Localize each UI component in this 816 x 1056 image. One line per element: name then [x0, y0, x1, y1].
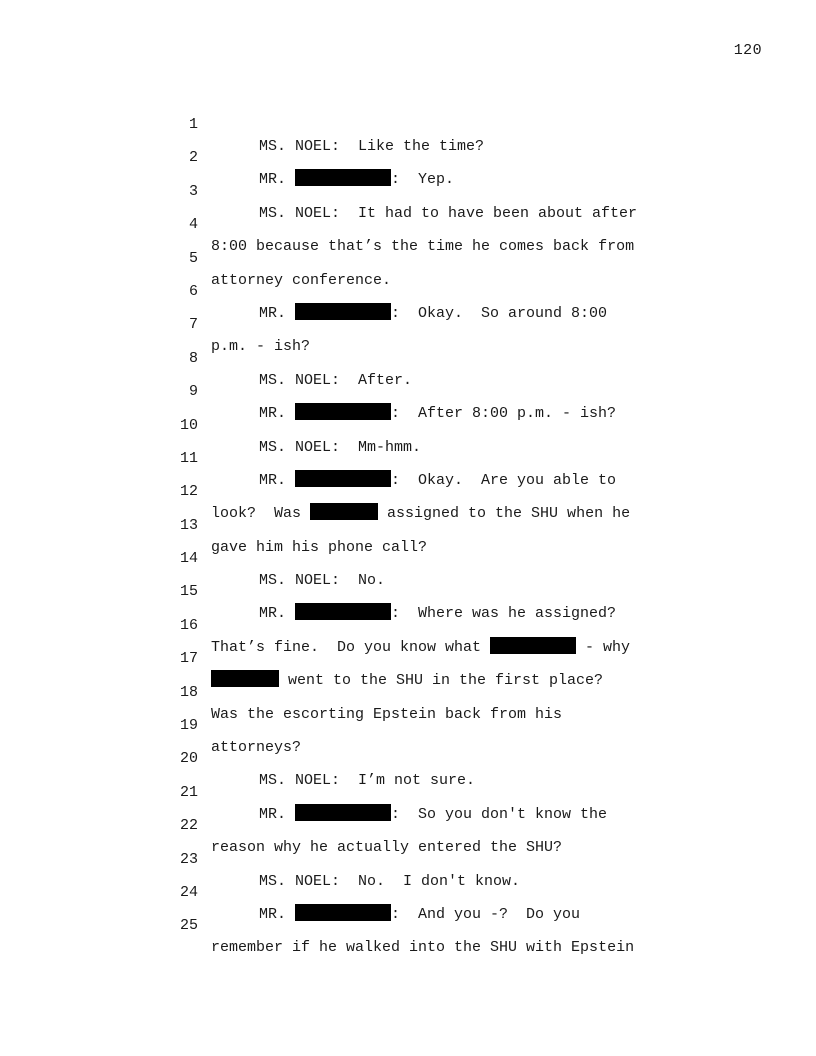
- speaker-text: : So you don't know the: [391, 805, 608, 823]
- transcript-line: [176, 893, 696, 957]
- line-number: 12: [179, 483, 198, 501]
- transcript-line: [176, 192, 696, 256]
- transcript-line: [176, 426, 696, 489]
- line-number: 25: [179, 917, 198, 935]
- transcript-line: [176, 793, 696, 857]
- speaker-text: attorney conference.: [211, 271, 392, 289]
- transcript-line: [176, 125, 696, 189]
- line-segment: - why: [576, 638, 631, 656]
- transcript-line: [176, 760, 696, 823]
- line-number: 1: [188, 116, 198, 133]
- line-number: 4: [188, 216, 198, 234]
- transcript-line: [176, 259, 696, 322]
- speaker-text: MS. NOEL: It had to have been about after: [259, 204, 638, 222]
- transcript-line: [176, 626, 696, 690]
- speaker-prefix: MR.: [259, 905, 296, 923]
- speaker-text: MS. NOEL: After.: [259, 371, 413, 389]
- speaker-prefix: MR.: [259, 304, 296, 322]
- speaker-text: : And you -? Do you: [391, 905, 581, 923]
- speaker-text: MS. NOEL: No. I don't know.: [259, 872, 521, 890]
- line-number: 15: [179, 583, 198, 601]
- line-number: 20: [179, 750, 198, 768]
- transcript-line: [176, 860, 696, 923]
- speaker-text: reason why he actually entered the SHU?: [211, 839, 563, 857]
- line-segment: went to the SHU in the first place?: [279, 672, 604, 690]
- speaker-text: gave him his phone call?: [211, 538, 428, 556]
- transcript-line: [176, 226, 696, 289]
- speaker-text: MS. NOEL: Mm-hmm.: [259, 438, 422, 456]
- line-number: 5: [188, 249, 198, 267]
- speaker-prefix: MR.: [259, 805, 296, 823]
- line-number: 11: [179, 449, 198, 467]
- transcript-line: [176, 359, 696, 423]
- transcript-line: [176, 693, 696, 757]
- transcript-line: [176, 593, 696, 656]
- speaker-prefix: MR.: [259, 171, 296, 189]
- line-segment: assigned to the SHU when he: [378, 505, 631, 523]
- speaker-text: attorneys?: [211, 739, 302, 757]
- line-number: 19: [179, 717, 198, 735]
- speaker-prefix: MR.: [259, 605, 296, 623]
- speaker-text: Was the escorting Epstein back from his: [211, 705, 563, 723]
- speaker-text: : Okay. So around 8:00: [391, 304, 608, 322]
- speaker-text: MS. NOEL: Like the time?: [259, 138, 485, 155]
- line-number: 23: [179, 850, 198, 868]
- speaker-text: MS. NOEL: No.: [259, 572, 386, 590]
- line-text: [211, 937, 634, 959]
- line-number: 22: [179, 817, 198, 835]
- transcript-line: [176, 393, 696, 456]
- transcript-line: [176, 726, 696, 790]
- line-number: 18: [179, 683, 198, 701]
- speaker-prefix: MR.: [259, 471, 296, 489]
- line-segment: That’s fine. Do you know what: [211, 638, 491, 656]
- line-number: 7: [188, 316, 198, 334]
- transcript-line: [176, 459, 696, 523]
- line-number: 10: [179, 416, 198, 434]
- line-number: 6: [188, 282, 198, 300]
- line-number: 2: [188, 149, 198, 167]
- transcript-line: [176, 493, 696, 556]
- speaker-text: : Okay. Are you able to: [391, 471, 617, 489]
- transcript-line: [176, 292, 696, 356]
- line-number: 24: [179, 883, 198, 901]
- page-number: 120: [733, 42, 762, 59]
- speaker-prefix: MR.: [259, 405, 296, 423]
- transcript-line: [176, 326, 696, 389]
- line-segment: look? Was: [211, 505, 311, 523]
- line-number: 16: [179, 616, 198, 634]
- transcript-line: [176, 827, 696, 890]
- speaker-text: : Yep.: [391, 171, 455, 189]
- line-number: 13: [179, 516, 198, 534]
- line-number: 9: [188, 383, 198, 401]
- line-number: 21: [179, 783, 198, 801]
- transcript-line: [176, 92, 696, 155]
- line-number: 17: [179, 650, 198, 668]
- speaker-text: remember if he walked into the SHU with Epstein: [211, 939, 635, 957]
- speaker-text: 8:00 because that’s the time he comes back from: [211, 238, 635, 256]
- speaker-text: p.m. - ish?: [211, 338, 311, 356]
- line-number: 14: [179, 550, 198, 568]
- speaker-text: : Where was he assigned?: [391, 605, 617, 623]
- transcript-line: [176, 159, 696, 222]
- speaker-text: MS. NOEL: I’m not sure.: [259, 772, 476, 790]
- line-number: 8: [188, 349, 198, 367]
- transcript-line: [176, 660, 696, 723]
- transcript-body: [176, 92, 696, 957]
- transcript-line: [176, 526, 696, 590]
- line-number: 3: [188, 182, 198, 200]
- speaker-text: : After 8:00 p.m. - ish?: [391, 405, 617, 423]
- transcript-line: [176, 559, 696, 623]
